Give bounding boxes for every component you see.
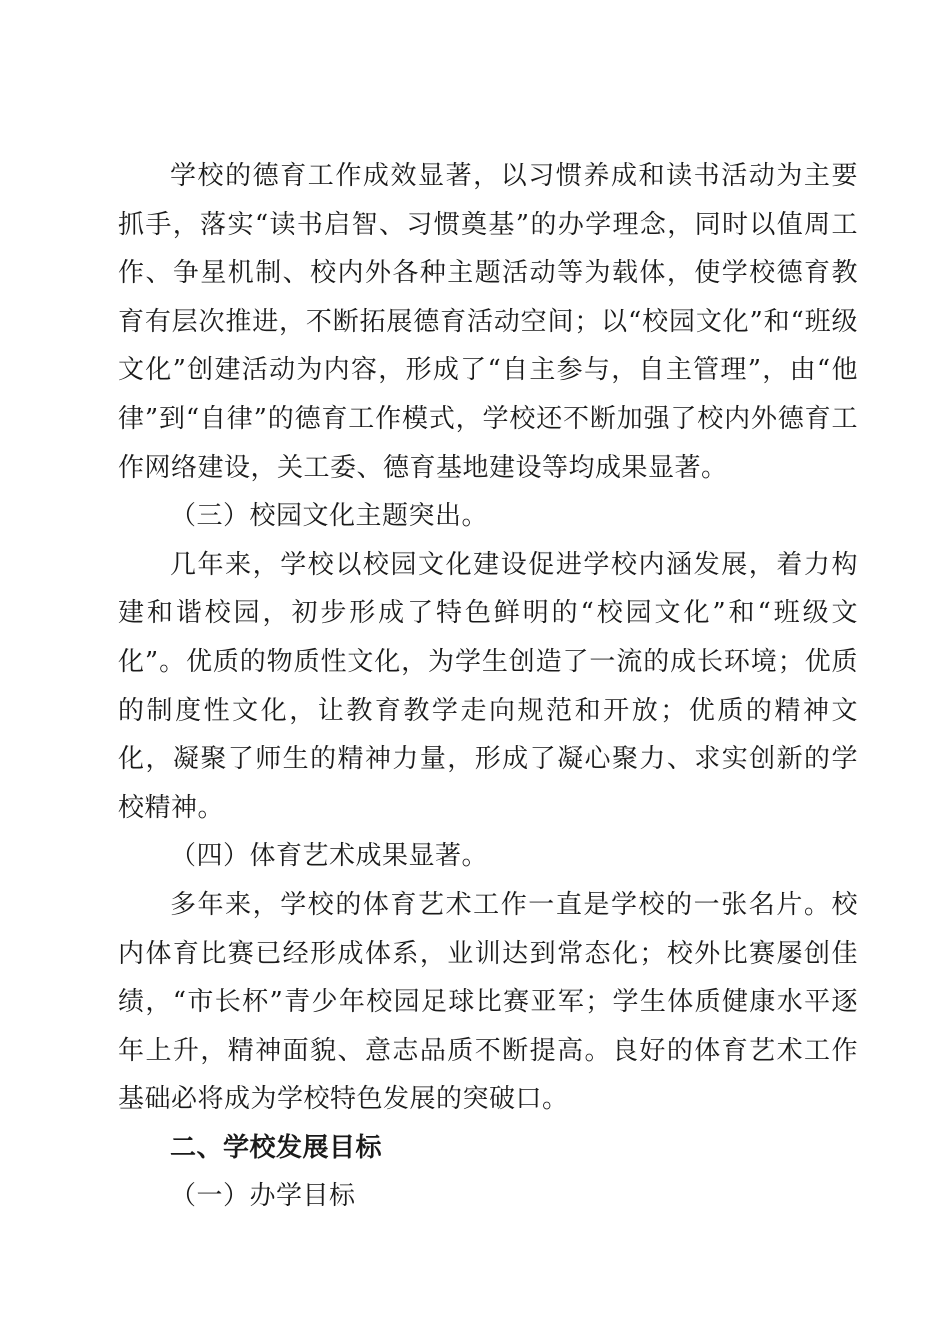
paragraph-moral-education: 学校的德育工作成效显著，以习惯养成和读书活动为主要抓手，落实“读书启智、习惯奠基”的办学理念，同时以值周工作、争星机制、校内外各种主题活动等为载体，使学校德育教育有层次推进，不断拓展德育活动空间；以“校园文化”和“班级文化”创建活动为内容，形成了“自主参与，自主管理”，由“他律”到“自律”的德育工作模式，学校还不断加强了校内外德育工作网络建设，关工委、德育基地建设等均成果显著。 bbox=[118, 161, 858, 483]
section-heading-development-goals: 二、学校发展目标 bbox=[170, 1132, 383, 1163]
paragraph-campus-culture: 几年来，学校以校园文化建设促进学校内涵发展，着力构建和谐校园，初步形成了特色鲜明的“校园文化”和“班级文化”。优质的物质性文化，为学生创造了一流的成长环境；优质的制度性文化，让教育教学走向规范和开放；优质的精神文化，凝聚了师生的精神力量，形成了凝心聚力、求实创新的学校精神。 bbox=[118, 549, 858, 823]
subheading-school-goals: （一）办学目标 bbox=[170, 1181, 356, 1212]
paragraph-sports-arts: 多年来，学校的体育艺术工作一直是学校的一张名片。校内体育比赛已经形成体系，业训达到常态化；校外比赛屡创佳绩，“市长杯”青少年校园足球比赛亚军；学生体质健康水平逐年上升，精神面貌、意志品质不断提高。良好的体育艺术工作基础必将成为学校特色发展的突破口。 bbox=[118, 889, 858, 1115]
subheading-sports-arts: （四）体育艺术成果显著。 bbox=[170, 841, 489, 872]
subheading-campus-culture: （三）校园文化主题突出。 bbox=[170, 501, 489, 532]
document-body bbox=[118, 152, 858, 1221]
